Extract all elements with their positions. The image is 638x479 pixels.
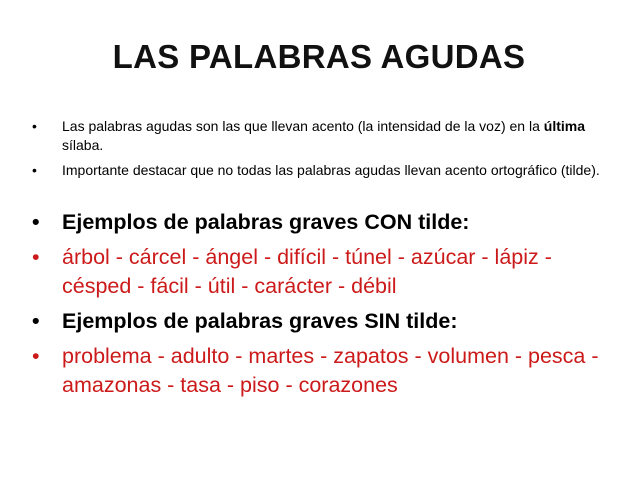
definition-emphasis: última	[543, 118, 585, 134]
intro-item-note: • Importante destacar que no todas las palabras agudas llevan acento ortográfico (tilde).	[32, 161, 612, 180]
definition-text: Las palabras agudas son las que llevan acento (la intensidad de la voz) en la	[62, 118, 544, 134]
examples-with-tilde-words: • árbol - cárcel - ángel - difícil - túnel - azúcar - lápiz - césped - fácil - útil - carácter - débil	[32, 243, 612, 301]
examples-with-tilde-heading: • Ejemplos de palabras graves CON tilde:	[32, 208, 612, 237]
definition-end: sílaba.	[62, 137, 104, 153]
examples-without-tilde-heading: • Ejemplos de palabras graves SIN tilde:	[32, 307, 612, 336]
intro-list	[32, 117, 612, 186]
examples-without-tilde-words: • problema - adulto - martes - zapatos - volumen - pesca - amazonas - tasa - piso - corazones	[32, 342, 612, 400]
intro-item-definition	[32, 117, 612, 155]
examples-list	[32, 208, 612, 406]
page-title: LAS PALABRAS AGUDAS	[112, 38, 526, 75]
